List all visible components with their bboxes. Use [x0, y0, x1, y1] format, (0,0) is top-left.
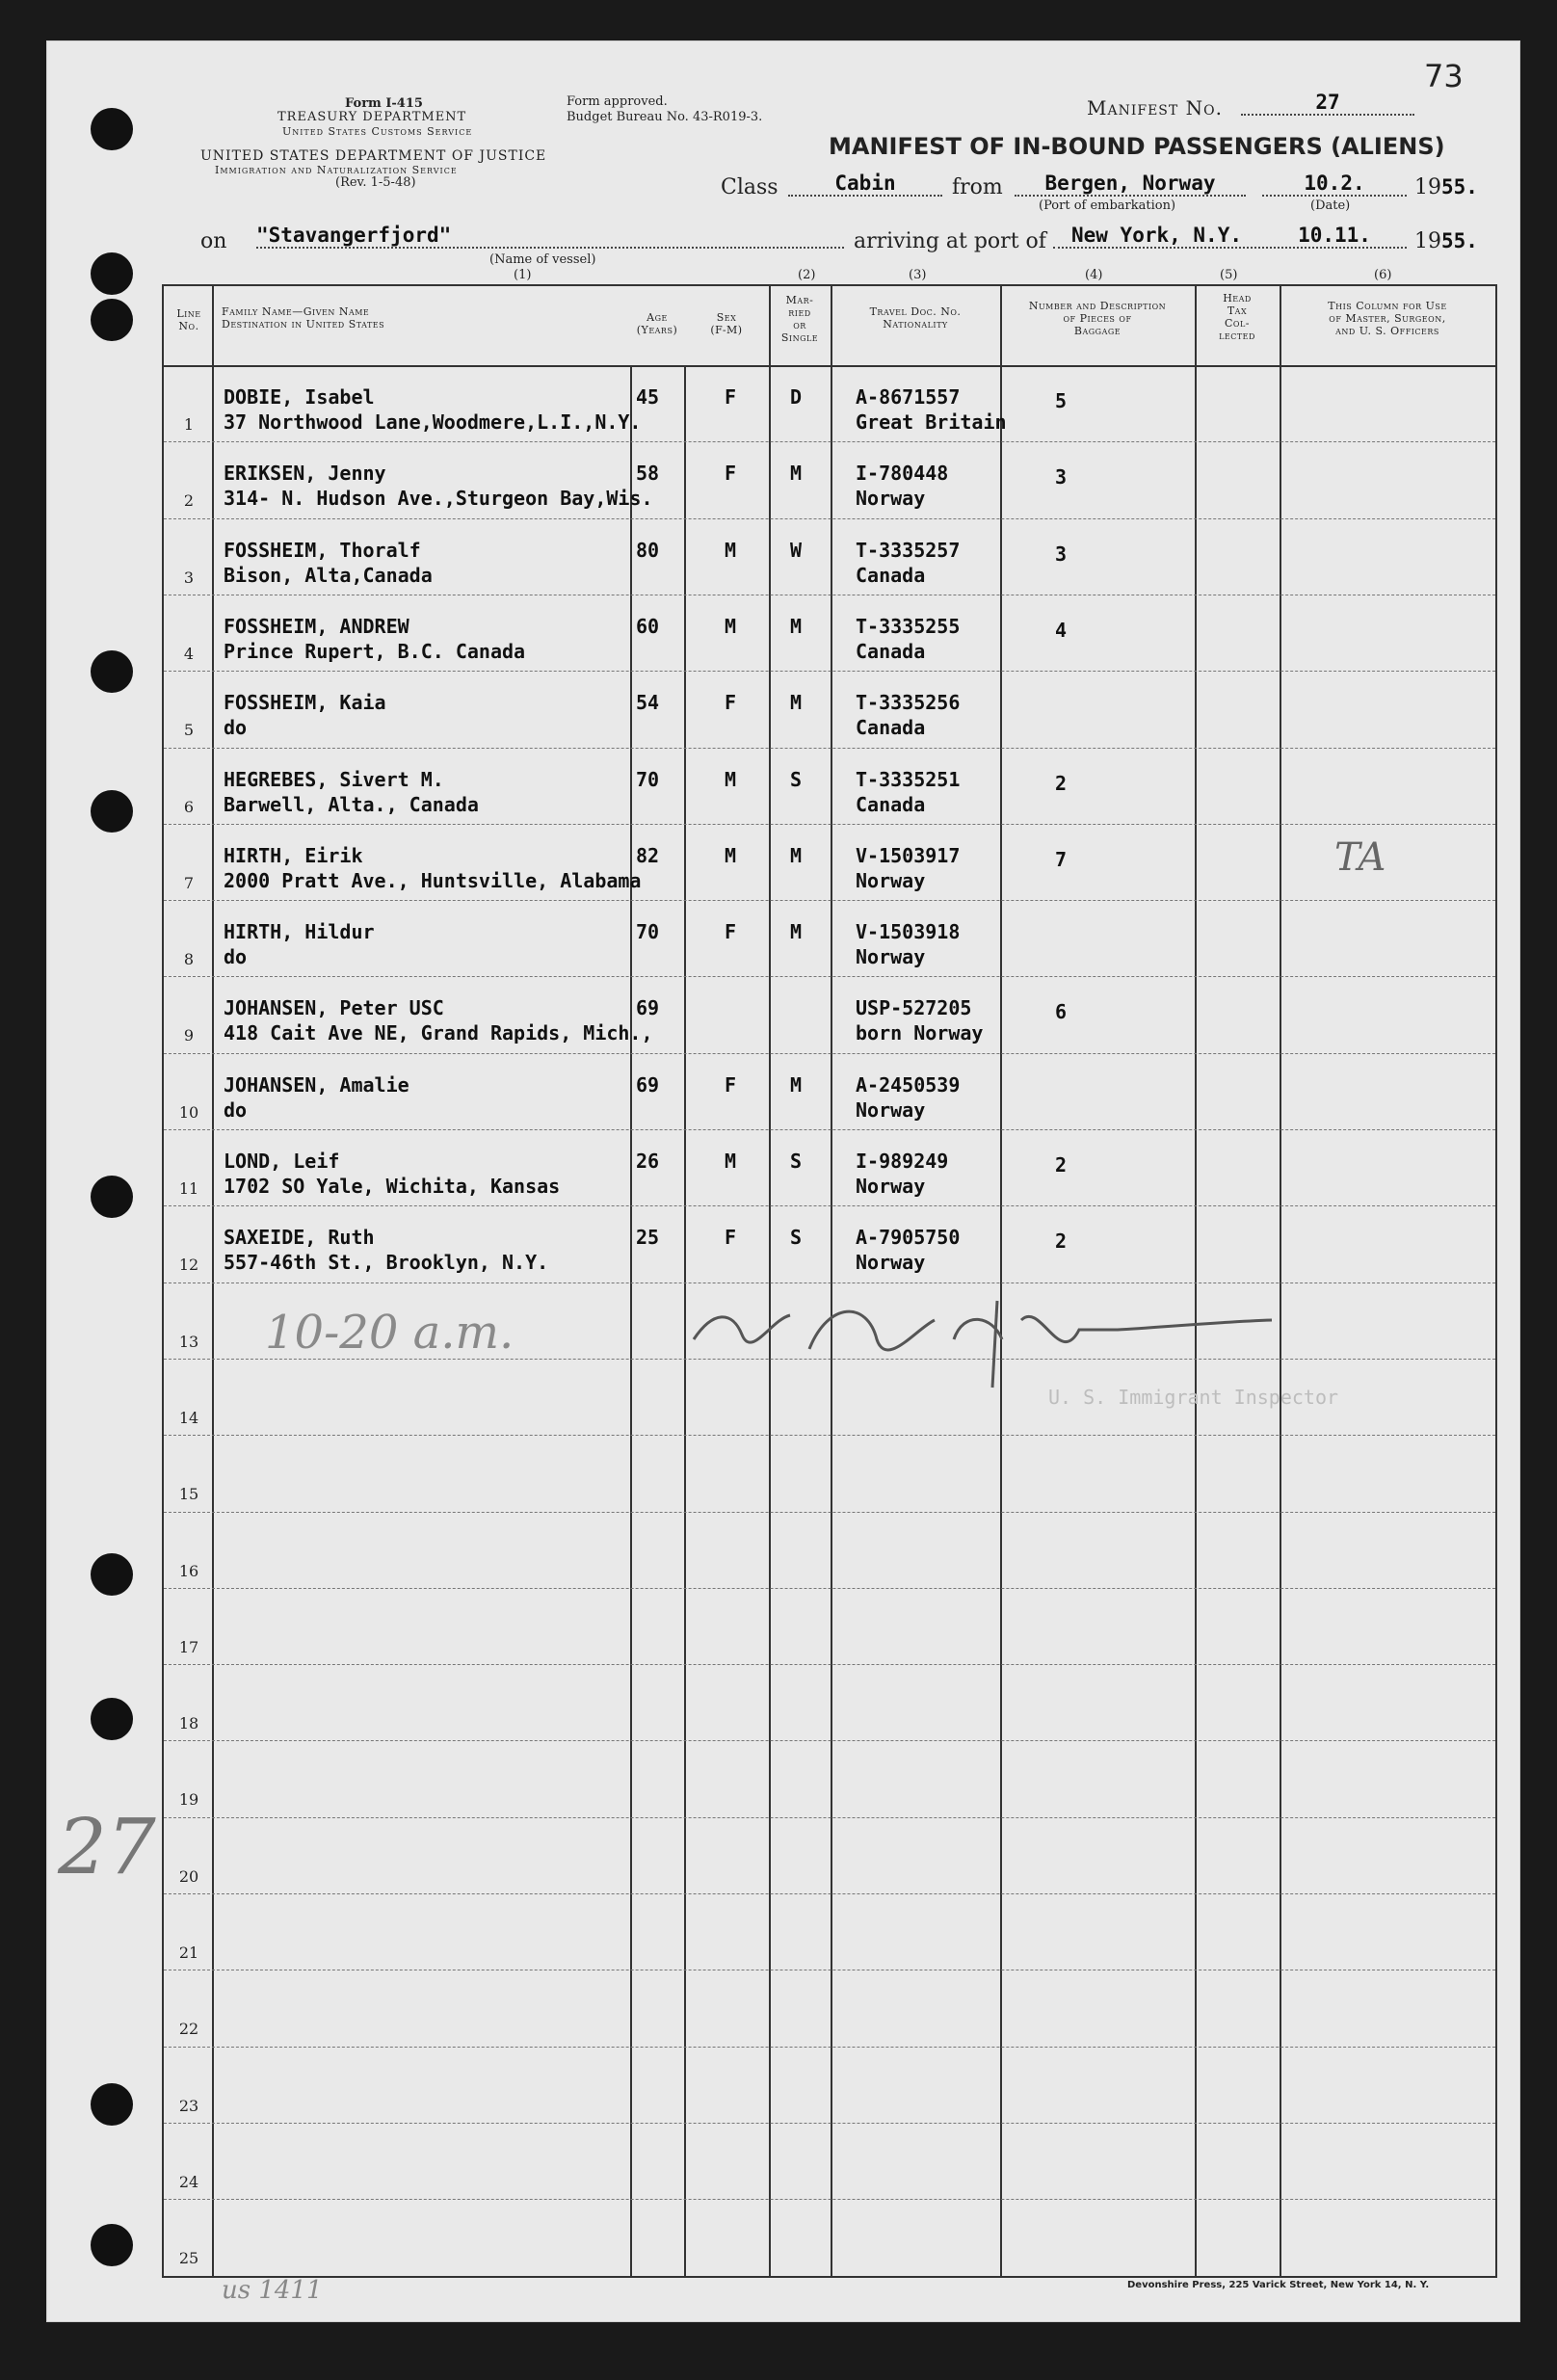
port-arrival: New York, N.Y.	[1053, 224, 1260, 249]
class-label: Class	[721, 175, 778, 199]
baggage-count: 4	[1055, 618, 1068, 642]
line-number: 1	[183, 415, 195, 434]
col-header-travel-doc: Travel Doc. No. Nationality	[869, 305, 962, 331]
passenger-name: HIRTH, Hildur	[224, 920, 375, 944]
row-divider	[164, 518, 1495, 519]
line-number: 16	[178, 1561, 199, 1580]
passenger-name: FOSSHEIM, Kaia	[224, 691, 386, 715]
passenger-age: 70	[636, 920, 660, 944]
passenger-marital-status: M	[790, 843, 803, 867]
year-suffix-2: 55.	[1441, 229, 1478, 252]
col-header-head-tax: Head Tax Col- lected	[1219, 292, 1255, 342]
line-number: 8	[183, 950, 195, 969]
passenger-destination: 418 Cait Ave NE, Grand Rapids, Mich.,	[224, 1021, 653, 1045]
printer-line: Devonshire Press, 225 Varick Street, New York 14, N. Y.	[1127, 2280, 1430, 2290]
line-number: 5	[183, 721, 195, 740]
on-label: on	[200, 229, 227, 253]
passenger-age: 69	[636, 1072, 660, 1097]
time-annotation: 10-20 a.m.	[265, 1306, 515, 1360]
passenger-age: 80	[636, 538, 660, 562]
row-divider	[164, 748, 1495, 749]
passenger-name: HEGREBES, Sivert M.	[224, 767, 444, 791]
nationality: Norway	[856, 868, 926, 892]
passenger-destination: 1702 SO Yale, Wichita, Kansas	[224, 1175, 561, 1198]
customs-service: United States Customs Service	[282, 125, 473, 138]
line-number: 17	[178, 1637, 199, 1656]
row-divider	[164, 441, 1495, 442]
col-num-1: (1)	[514, 268, 532, 282]
form-number: Form I-415	[345, 96, 423, 111]
year-1	[1414, 175, 1478, 199]
passenger-age: 58	[636, 462, 660, 486]
passenger-destination: do	[224, 716, 248, 740]
ins-service: Immigration and Naturalization Service	[215, 164, 458, 176]
baggage-count: 2	[1055, 771, 1068, 795]
travel-doc-number: A-2450539	[856, 1072, 961, 1097]
travel-doc-number: T-3335256	[856, 691, 961, 715]
passenger-destination: do	[224, 945, 248, 969]
passenger-marital-status: S	[790, 1226, 803, 1250]
passenger-sex: F	[725, 1226, 737, 1250]
passenger-name: HIRTH, Eirik	[224, 843, 363, 867]
col-num-4: (4)	[1085, 268, 1103, 282]
travel-doc-number: V-1503918	[856, 920, 961, 944]
vessel-caption: (Name of vessel)	[489, 252, 596, 267]
row-divider	[164, 1512, 1495, 1513]
travel-doc-number: A-7905750	[856, 1226, 961, 1250]
nationality: Norway	[856, 1097, 926, 1122]
nationality: Canada	[856, 639, 926, 663]
line-number: 25	[178, 2249, 199, 2268]
baggage-count: 2	[1055, 1153, 1068, 1177]
line-number: 14	[178, 1408, 199, 1427]
col-header-line-no: Line No.	[176, 307, 201, 332]
line-number: 9	[183, 1026, 195, 1045]
line-number: 19	[178, 1790, 199, 1810]
travel-doc-number: V-1503917	[856, 843, 961, 867]
passenger-age: 82	[636, 843, 660, 867]
col-header-name: Family Name—Given Name Destination in United States	[222, 305, 385, 331]
punch-hole	[91, 2083, 133, 2126]
page-number: 73	[1424, 58, 1464, 94]
line-number: 10	[178, 1102, 199, 1122]
passenger-sex: M	[725, 614, 737, 638]
nationality: born Norway	[856, 1021, 984, 1045]
from-label: from	[952, 175, 1003, 199]
row-divider	[164, 2199, 1495, 2200]
line-number: 24	[178, 2172, 199, 2191]
year-prefix: 19	[1414, 175, 1441, 199]
passenger-sex: F	[725, 1072, 737, 1097]
punch-hole	[91, 252, 133, 295]
passenger-marital-status: D	[790, 385, 803, 409]
passenger-name: FOSSHEIM, Thoralf	[224, 538, 421, 562]
baggage-count: 2	[1055, 1230, 1068, 1254]
line-number: 20	[178, 1866, 199, 1886]
manifest-title: MANIFEST OF IN-BOUND PASSENGERS (ALIENS)	[829, 133, 1445, 160]
punch-hole	[91, 108, 133, 150]
row-divider	[164, 1893, 1495, 1894]
passenger-age: 54	[636, 691, 660, 715]
passenger-sex: F	[725, 691, 737, 715]
punch-hole	[91, 2224, 133, 2266]
col-header-officers: This Column for Use of Master, Surgeon, and U. S. Officers	[1328, 300, 1447, 337]
date-arrival: 10.11.	[1262, 224, 1407, 249]
row-divider	[164, 1740, 1495, 1741]
line-number: 2	[183, 491, 195, 511]
travel-doc-number: A-8671557	[856, 385, 961, 409]
line-number: 15	[178, 1485, 199, 1504]
nationality: Canada	[856, 792, 926, 816]
passenger-age: 60	[636, 614, 660, 638]
passenger-destination: 2000 Pratt Ave., Huntsville, Alabama	[224, 868, 642, 892]
passenger-name: SAXEIDE, Ruth	[224, 1226, 375, 1250]
passenger-age: 45	[636, 385, 660, 409]
baggage-count: 7	[1055, 847, 1068, 871]
nationality: Canada	[856, 716, 926, 740]
treasury-dept: TREASURY DEPARTMENT	[277, 110, 467, 124]
row-divider	[164, 1664, 1495, 1665]
passenger-sex: F	[725, 462, 737, 486]
line-number: 4	[183, 644, 195, 663]
baggage-count: 3	[1055, 465, 1068, 489]
passenger-age: 70	[636, 767, 660, 791]
row-divider	[164, 824, 1495, 825]
passenger-marital-status: S	[790, 1150, 803, 1173]
col-num-6: (6)	[1374, 268, 1392, 282]
line-number: 12	[178, 1256, 199, 1275]
baggage-count: 6	[1055, 1000, 1068, 1024]
travel-doc-number: T-3335251	[856, 767, 961, 791]
line-number: 3	[183, 568, 195, 587]
col-header-baggage: Number and Description of Pieces of Baggage	[1028, 300, 1167, 337]
inspector-stamp: U. S. Immigrant Inspector	[1048, 1386, 1339, 1409]
punch-hole	[91, 299, 133, 341]
travel-doc-number: I-989249	[856, 1150, 949, 1173]
passenger-marital-status: S	[790, 767, 803, 791]
officer-note: TA	[1334, 835, 1386, 880]
travel-doc-number: USP-527205	[856, 996, 972, 1020]
year-2	[1414, 229, 1478, 253]
punch-hole	[91, 1176, 133, 1218]
margin-number: 27	[58, 1802, 156, 1891]
col-num-3: (3)	[909, 268, 927, 282]
line-number: 6	[183, 797, 195, 816]
passenger-name: LOND, Leif	[224, 1150, 340, 1173]
line-number: 18	[178, 1714, 199, 1733]
col-header-age: Age (Years)	[636, 311, 678, 336]
passenger-name: ERIKSEN, Jenny	[224, 462, 386, 486]
arriving-label: arriving at port of	[854, 229, 1046, 253]
passenger-destination: 314- N. Hudson Ave.,Sturgeon Bay,Wis.	[224, 487, 653, 511]
passenger-name: JOHANSEN, Amalie	[224, 1072, 409, 1097]
budget-bureau: Budget Bureau No. 43-R019-3.	[567, 110, 763, 124]
passenger-destination: do	[224, 1097, 248, 1122]
passenger-destination: 557-46th St., Brooklyn, N.Y.	[224, 1251, 549, 1275]
passenger-destination: 37 Northwood Lane,Woodmere,L.I.,N.Y.	[224, 410, 642, 434]
passenger-marital-status: M	[790, 1072, 803, 1097]
row-divider	[164, 976, 1495, 977]
date-caption: (Date)	[1310, 198, 1351, 213]
date-embarkation: 10.2.	[1262, 172, 1407, 197]
punch-hole	[91, 1553, 133, 1596]
passenger-marital-status: M	[790, 462, 803, 486]
passenger-sex: M	[725, 843, 737, 867]
passenger-name: FOSSHEIM, ANDREW	[224, 614, 409, 638]
row-divider	[164, 1435, 1495, 1436]
punch-hole	[91, 790, 133, 833]
row-divider	[164, 1129, 1495, 1130]
line-number: 21	[178, 1944, 199, 1962]
col-header-sex: Sex (F-M)	[710, 311, 743, 336]
year-suffix: 55.	[1441, 175, 1478, 198]
class-value: Cabin	[788, 172, 942, 197]
passenger-marital-status: M	[790, 691, 803, 715]
line-number: 23	[178, 2096, 199, 2115]
travel-doc-number: T-3335257	[856, 538, 961, 562]
travel-doc-number: I-780448	[856, 462, 949, 486]
line-number: 7	[183, 873, 195, 892]
row-divider	[164, 1205, 1495, 1206]
manifest-no-value: 27	[1241, 91, 1414, 116]
line-number: 13	[178, 1332, 199, 1351]
col-num-2: (2)	[798, 268, 816, 282]
nationality: Canada	[856, 563, 926, 587]
passenger-destination: Barwell, Alta., Canada	[224, 792, 479, 816]
line-number: 11	[178, 1179, 199, 1198]
nationality: Norway	[856, 1251, 926, 1275]
punch-hole	[91, 650, 133, 693]
passenger-age: 69	[636, 996, 660, 1020]
baggage-count: 5	[1055, 389, 1068, 412]
col-header-married: Mar- ried or Single	[780, 294, 819, 344]
line-number: 22	[178, 2020, 199, 2039]
form-revision: (Rev. 1-5-48)	[335, 175, 416, 190]
passenger-destination: Bison, Alta,Canada	[224, 563, 433, 587]
row-divider	[164, 1817, 1495, 1818]
passenger-destination: Prince Rupert, B.C. Canada	[224, 639, 526, 663]
justice-dept: UNITED STATES DEPARTMENT OF JUSTICE	[200, 148, 547, 164]
passenger-sex: M	[725, 767, 737, 791]
punch-hole	[91, 1698, 133, 1740]
row-divider	[164, 671, 1495, 672]
passenger-age: 26	[636, 1150, 660, 1173]
nationality: Great Britain	[856, 410, 1007, 434]
passenger-name: DOBIE, Isabel	[224, 385, 375, 409]
passenger-marital-status: M	[790, 614, 803, 638]
passenger-age: 25	[636, 1226, 660, 1250]
row-divider	[164, 900, 1495, 901]
manifest-no-label: Manifest No.	[1087, 96, 1223, 119]
passenger-sex: M	[725, 1150, 737, 1173]
row-divider	[164, 2123, 1495, 2124]
travel-doc-number: T-3335255	[856, 614, 961, 638]
nationality: Norway	[856, 487, 926, 511]
bottom-note: us 1411	[222, 2276, 323, 2305]
port-embark-caption: (Port of embarkation)	[1039, 198, 1176, 213]
vessel-name: "Stavangerfjord"	[256, 224, 844, 249]
passenger-name: JOHANSEN, Peter USC	[224, 996, 444, 1020]
port-embarkation: Bergen, Norway	[1015, 172, 1246, 197]
passenger-sex: F	[725, 385, 737, 409]
nationality: Norway	[856, 945, 926, 969]
year-prefix-2: 19	[1414, 229, 1441, 253]
passenger-sex: M	[725, 538, 737, 562]
row-divider	[164, 2047, 1495, 2048]
nationality: Norway	[856, 1175, 926, 1198]
passenger-marital-status: M	[790, 920, 803, 944]
row-divider	[164, 1053, 1495, 1054]
row-divider	[164, 1588, 1495, 1589]
form-approved: Form approved.	[567, 94, 668, 109]
passenger-marital-status: W	[790, 538, 803, 562]
baggage-count: 3	[1055, 542, 1068, 566]
passenger-sex: F	[725, 920, 737, 944]
col-num-5: (5)	[1220, 268, 1238, 282]
